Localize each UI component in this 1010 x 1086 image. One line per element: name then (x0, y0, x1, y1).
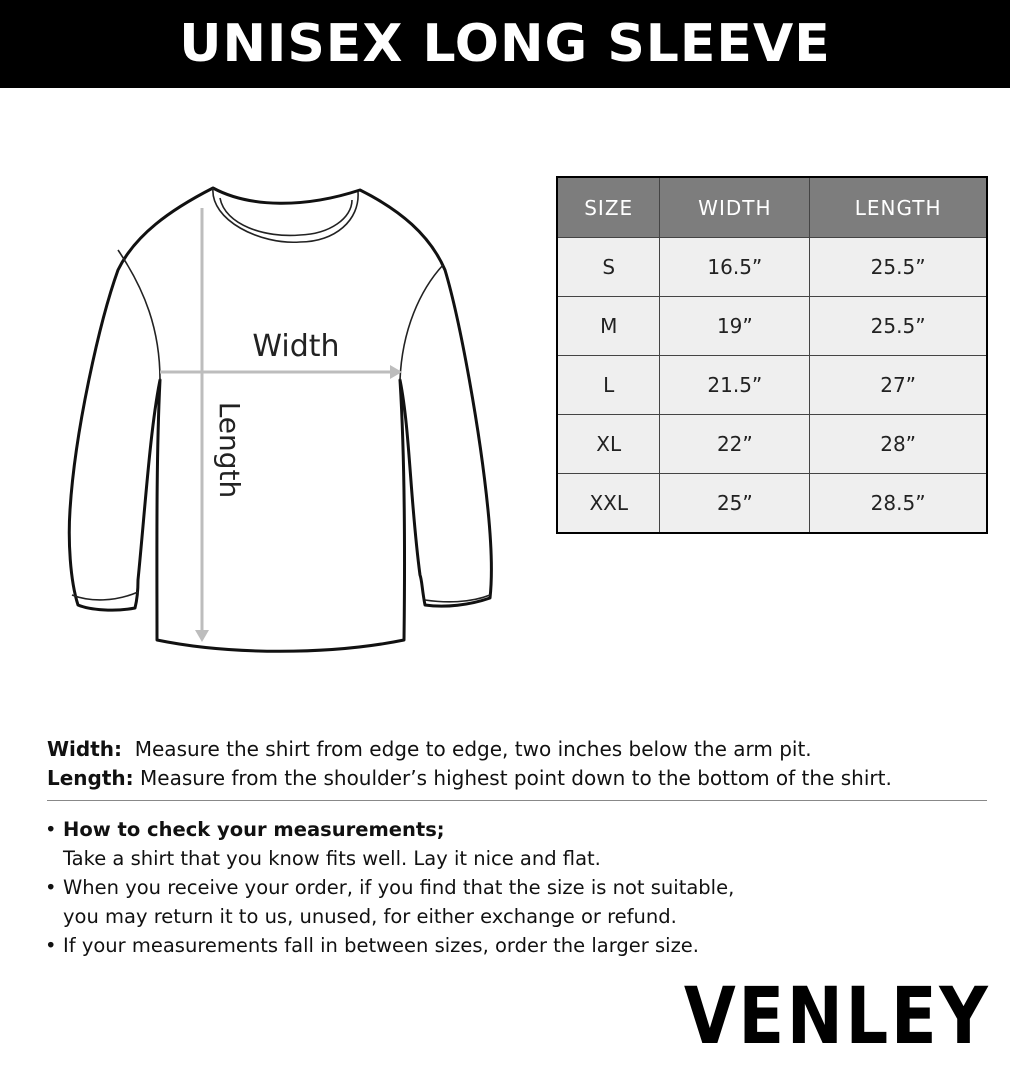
table-row (557, 474, 987, 534)
cell-length: 27” (810, 356, 987, 415)
measurement-instructions (47, 735, 992, 793)
shirt-diagram (60, 180, 500, 660)
header-size: SIZE (557, 177, 660, 238)
page-header (0, 0, 1010, 88)
check-title: How to check your measurements; (63, 818, 445, 841)
width-term: Width: (47, 737, 123, 761)
bullet-icon: • (45, 876, 57, 899)
list-item (45, 931, 995, 960)
return-line1: When you receive your order, if you find that the size is not suitable, (63, 876, 735, 899)
brand-logo: VENLEY (683, 972, 990, 1062)
cell-length: 25.5” (810, 238, 987, 297)
bullet-icon: • (45, 818, 57, 841)
header-width: WIDTH (660, 177, 810, 238)
section-divider (47, 800, 987, 801)
cell-size: M (557, 297, 660, 356)
cell-size: XXL (557, 474, 660, 534)
between-text: If your measurements fall in between sizes, order the larger size. (63, 934, 700, 957)
cell-length: 28.5” (810, 474, 987, 534)
length-label: Length (213, 401, 246, 499)
bullet-icon: • (45, 934, 57, 957)
cell-width: 19” (660, 297, 810, 356)
width-text: Measure the shirt from edge to edge, two inches below the arm pit. (134, 737, 812, 761)
page-title: UNISEX LONG SLEEVE (179, 14, 831, 74)
length-instruction (47, 764, 992, 793)
table-row (557, 415, 987, 474)
cell-width: 25” (660, 474, 810, 534)
list-item (45, 873, 995, 931)
return-line2: you may return it to us, unused, for either exchange or refund. (63, 905, 677, 928)
length-term: Length: (47, 766, 134, 790)
size-chart-table (556, 176, 988, 534)
width-label: Width (252, 329, 340, 364)
table-row (557, 356, 987, 415)
length-text: Measure from the shoulder’s highest point down to the bottom of the shirt. (140, 766, 892, 790)
cell-width: 22” (660, 415, 810, 474)
table-row (557, 238, 987, 297)
cell-width: 21.5” (660, 356, 810, 415)
cell-length: 28” (810, 415, 987, 474)
notes-list (45, 815, 995, 960)
cell-size: XL (557, 415, 660, 474)
header-length: LENGTH (810, 177, 987, 238)
cell-length: 25.5” (810, 297, 987, 356)
width-instruction (47, 735, 992, 764)
cell-width: 16.5” (660, 238, 810, 297)
table-header-row (557, 177, 987, 238)
cell-size: S (557, 238, 660, 297)
table-row (557, 297, 987, 356)
cell-size: L (557, 356, 660, 415)
list-item (45, 815, 995, 873)
check-text: Take a shirt that you know fits well. Lay it nice and flat. (63, 847, 601, 870)
